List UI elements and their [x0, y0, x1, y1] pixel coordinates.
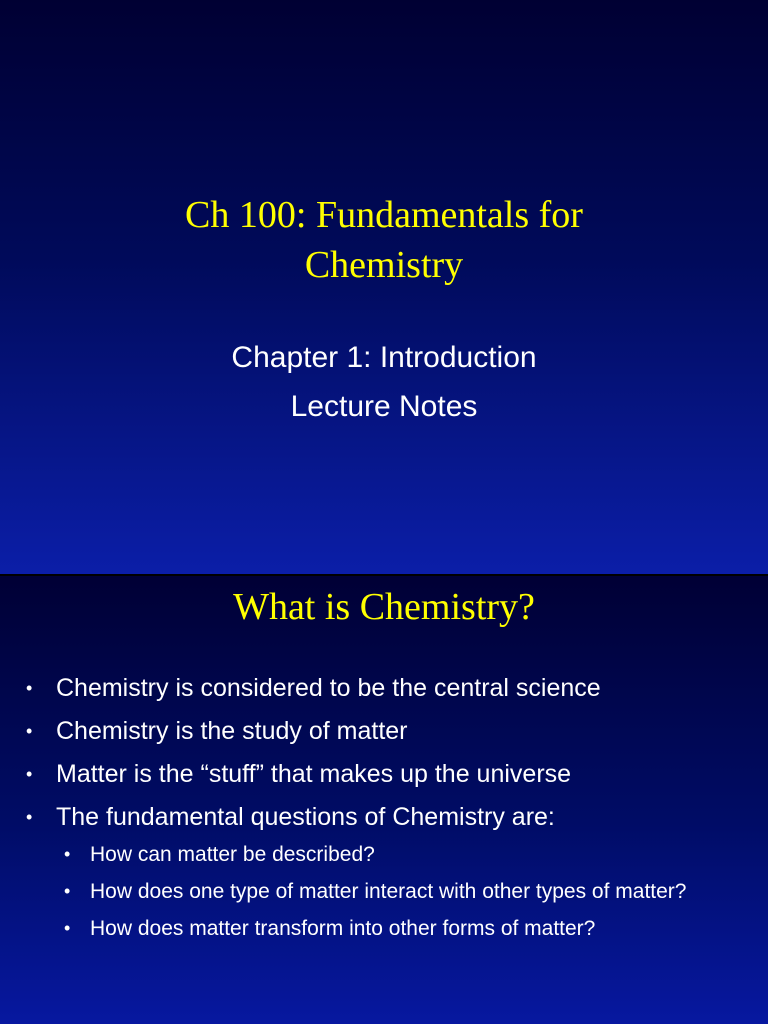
bullet-dot-icon: • — [26, 678, 33, 698]
slide-1-subtitle — [0, 333, 768, 431]
slide-1-subtitle-line-1: Chapter 1: Introduction — [231, 341, 537, 374]
slide-1-title-line-2: Chemistry — [304, 244, 464, 286]
sub-bullet-text: How does matter transform into other forms of matter? — [90, 917, 596, 940]
sub-bullet-text: How does one type of matter interact with other types of matter? — [90, 880, 687, 903]
sub-bullet-list — [56, 840, 768, 943]
sub-bullet-text: How can matter be described? — [90, 843, 375, 866]
bullet-text: The fundamental questions of Chemistry are: — [56, 803, 555, 831]
sub-bullet-dot-icon: • — [64, 918, 71, 938]
slide-2-title: What is Chemistry? — [233, 586, 535, 628]
sub-bullet-dot-icon: • — [64, 844, 71, 864]
sub-bullet-item — [0, 877, 768, 906]
slide-1-title-line-1: Ch 100: Fundamentals for — [185, 194, 583, 236]
bullet-item — [0, 713, 768, 750]
bullet-item — [0, 799, 768, 943]
sub-bullet-item — [0, 914, 768, 943]
bullet-text: Matter is the “stuff” that makes up the universe — [56, 760, 572, 788]
bullet-item — [0, 670, 768, 707]
slide-1-subtitle-line-2: Lecture Notes — [290, 390, 478, 423]
bullet-dot-icon: • — [26, 764, 33, 784]
sub-bullet-dot-icon: • — [64, 881, 71, 901]
bullet-dot-icon: • — [26, 721, 33, 741]
bullet-text: Chemistry is the study of matter — [56, 717, 408, 745]
bullet-text: Chemistry is considered to be the central science — [56, 674, 601, 702]
slide-1-title — [0, 190, 768, 290]
sub-bullet-item — [0, 840, 768, 869]
bullet-list — [0, 670, 768, 951]
bullet-item — [0, 756, 768, 793]
bullet-dot-icon: • — [26, 807, 33, 827]
